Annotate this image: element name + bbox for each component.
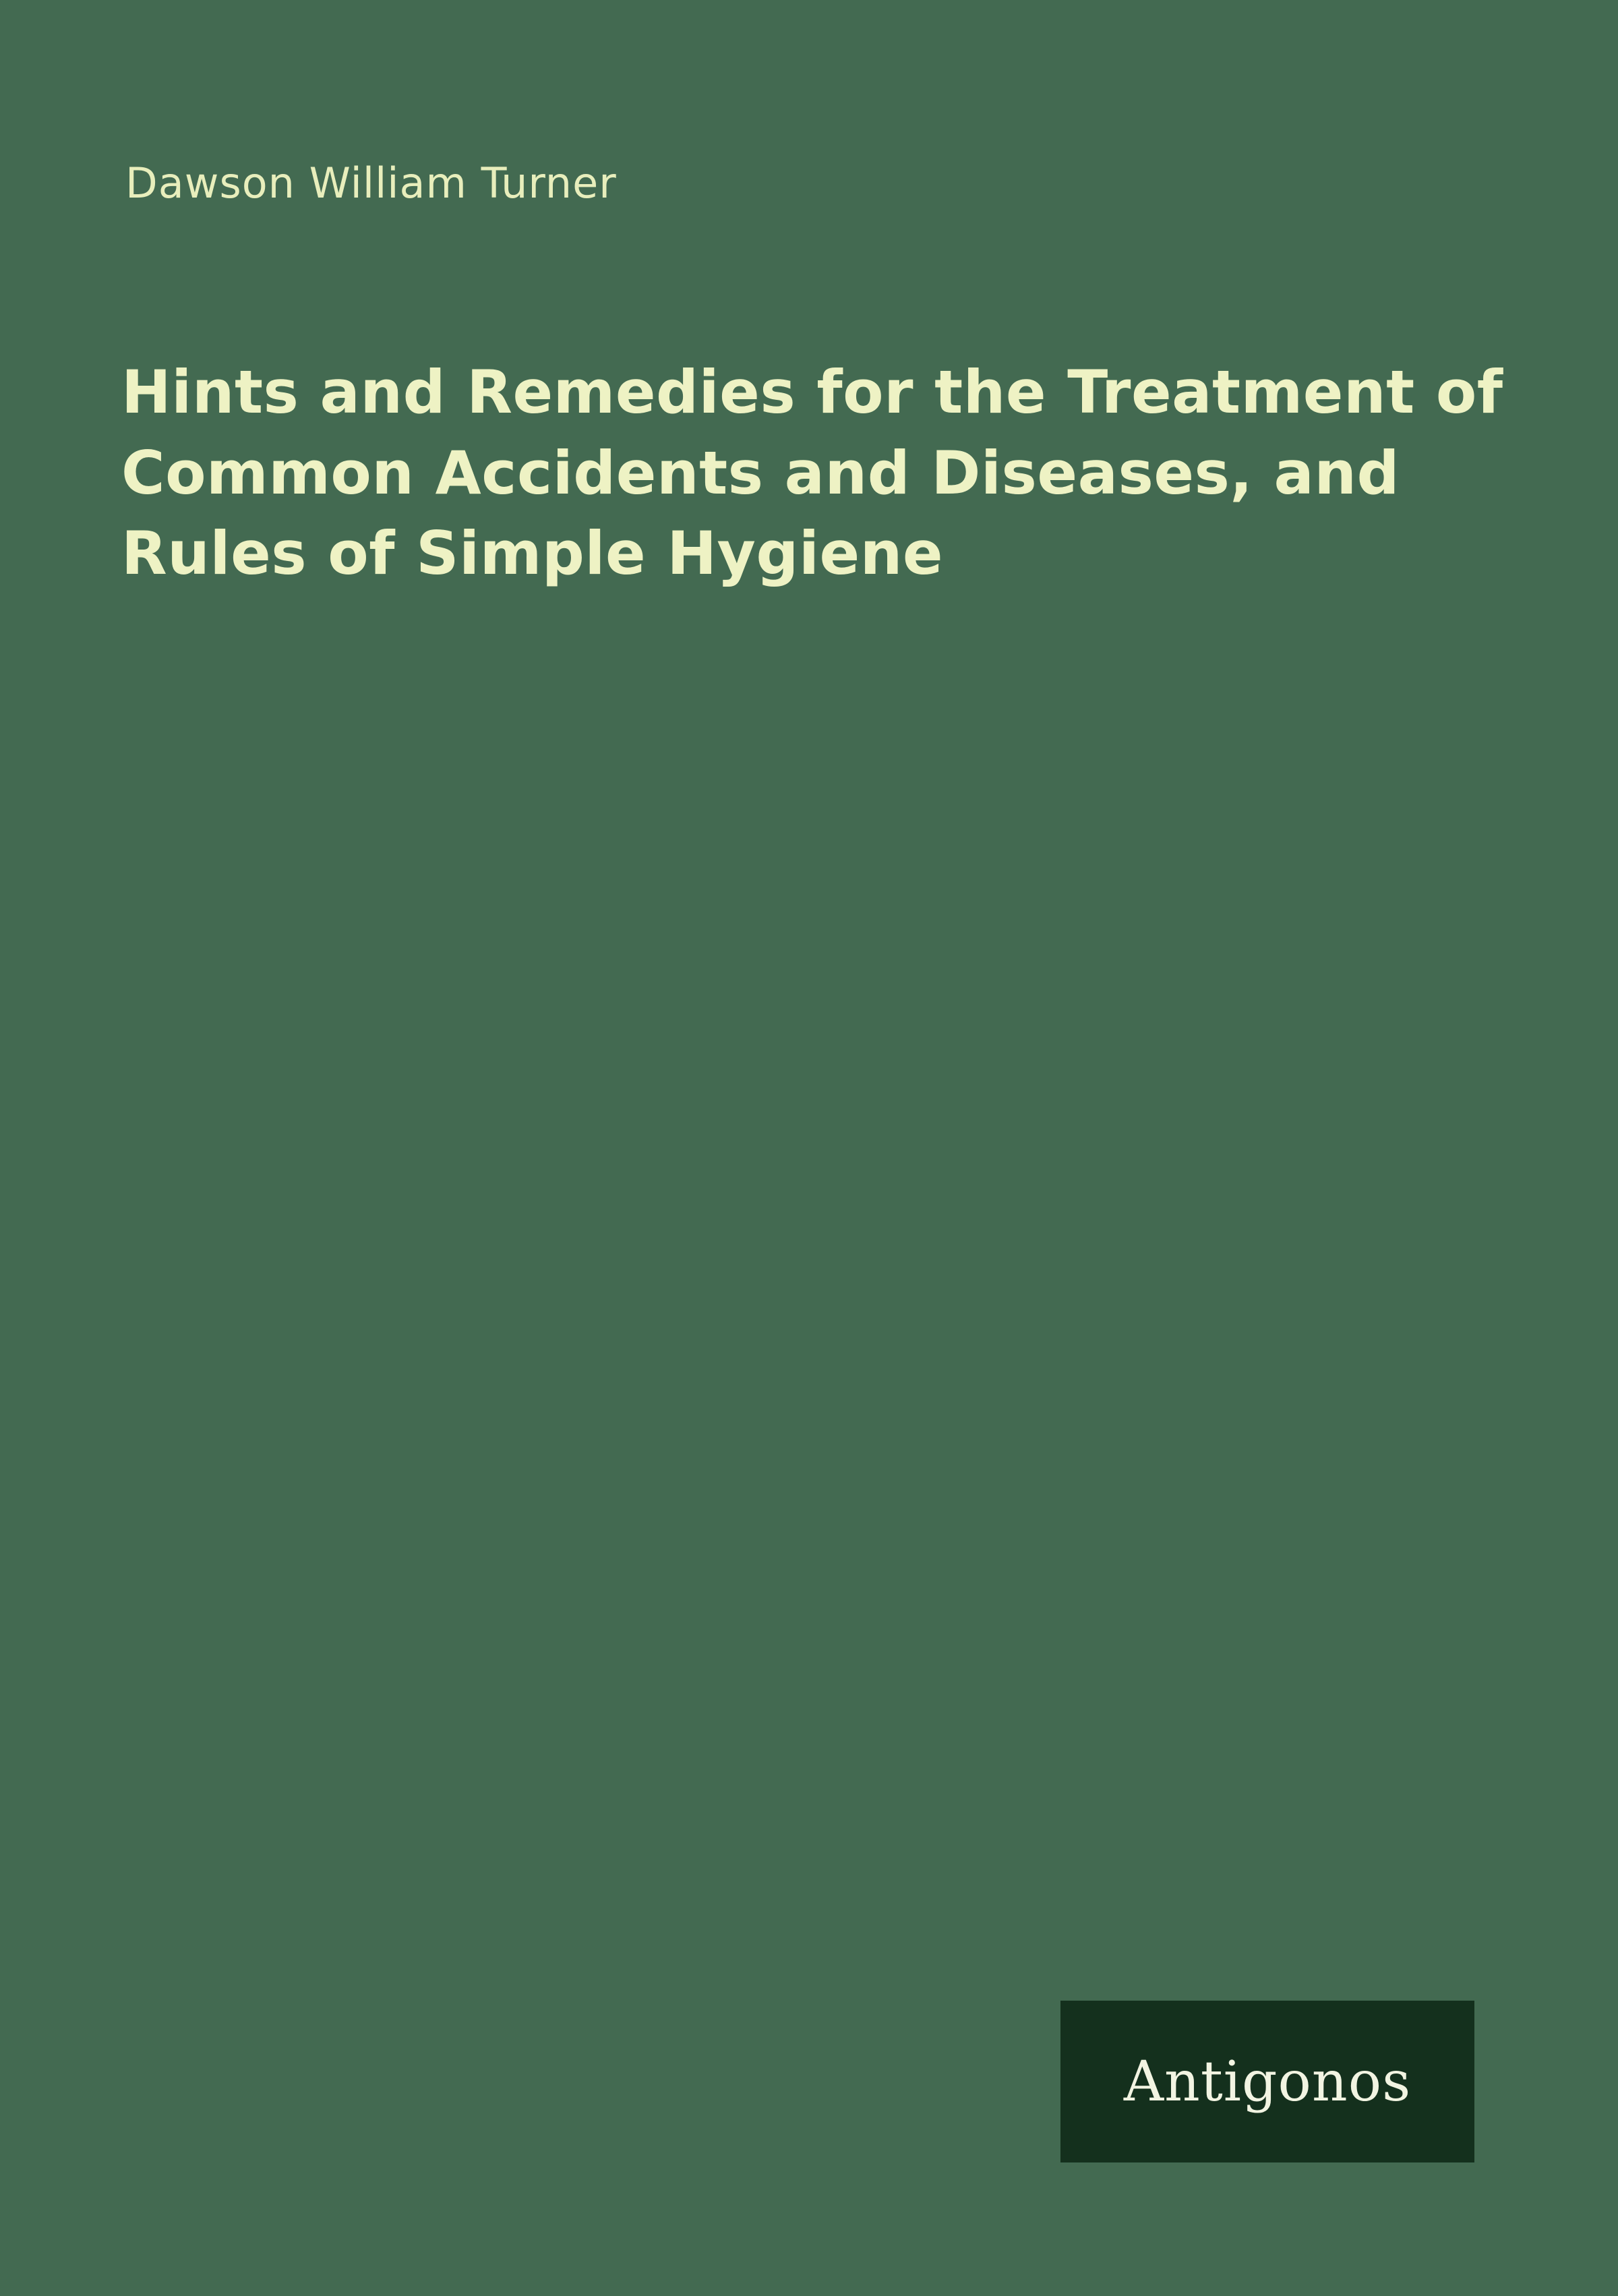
- publisher-name: Antigonos: [1123, 2049, 1412, 2114]
- book-title: Hints and Remedies for the Treatment of Common Accidents and Diseases, and Rules of Simple Hygiene: [121, 357, 1503, 589]
- author-name: Dawson William Turner: [125, 158, 617, 208]
- publisher-badge: [1060, 2001, 1474, 2162]
